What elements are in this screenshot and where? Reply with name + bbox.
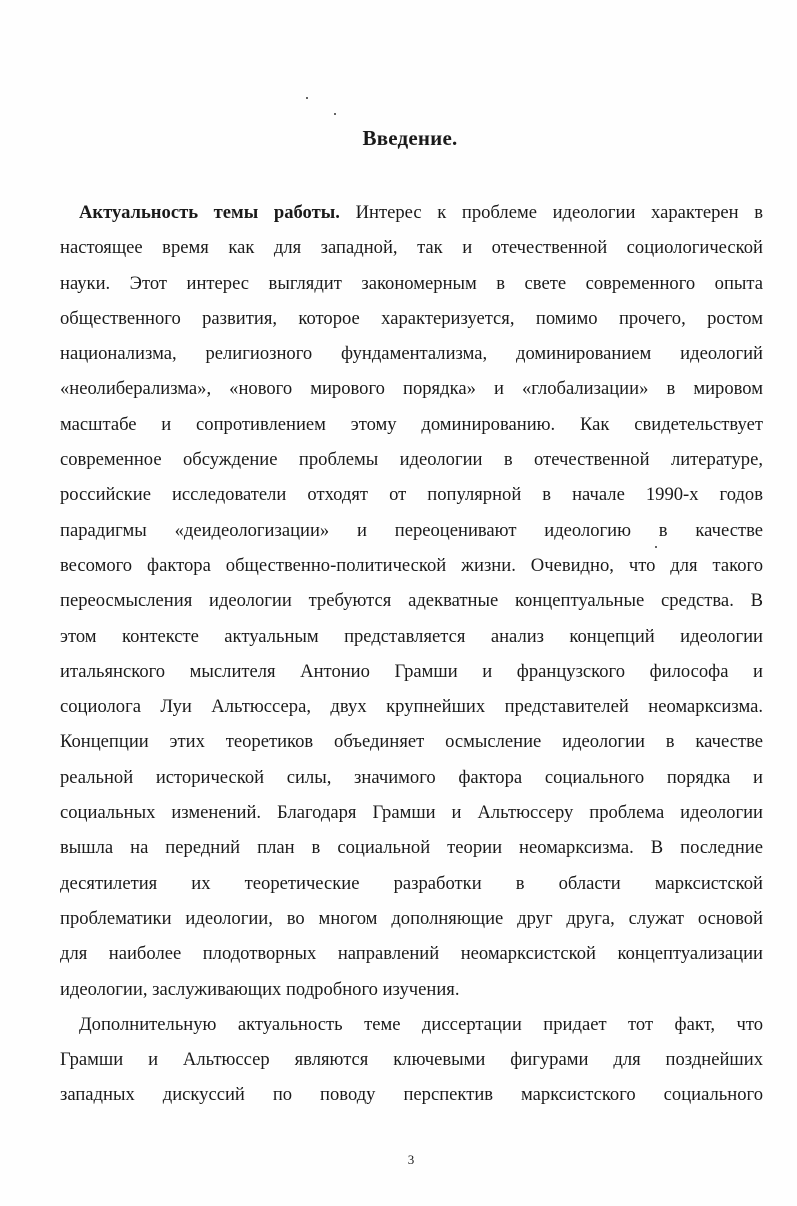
- page-number: 3: [407, 1152, 415, 1167]
- section-lead-in: Актуальность темы работы.: [79, 202, 340, 223]
- text-line: российские исследователи отходят от популярной в начале 1990-х годов: [60, 484, 763, 506]
- document-body: [60, 195, 763, 1113]
- text-line: общественного развития, которое характеризуется, помимо прочего, ростом: [60, 307, 763, 329]
- text-line: реальной исторической силы, значимого фактора социального порядка и: [60, 766, 763, 788]
- text-line: этом контексте актуальным представляется анализ концепций идеологии: [60, 625, 763, 647]
- text-line: национализма, религиозного фундаментализма, доминированием идеологий: [60, 343, 763, 365]
- text-line: итальянского мыслителя Антонио Грамши и французского философа и: [60, 660, 763, 682]
- text-line: науки. Этот интерес выглядит закономерным в свете современного опыта: [60, 272, 763, 294]
- text-line: «неолиберализма», «нового мирового порядка» и «глобализации» в мировом: [60, 378, 763, 400]
- text-line: идеологии, заслуживающих подробного изучения.: [60, 978, 460, 1000]
- page-title: Введение.: [362, 126, 458, 150]
- text-line: социальных изменений. Благодаря Грамши и Альтюссеру проблема идеологии: [60, 802, 763, 824]
- text-line: проблематики идеологии, во многом дополняющие друг друга, служат основой: [60, 907, 763, 929]
- text-line: Актуальность темы работы. Интерес к проблеме идеологии характерен в: [79, 202, 763, 223]
- text-line: Концепции этих теоретиков объединяет осмысление идеологии в качестве: [60, 731, 763, 753]
- text-line: парадигмы «деидеологизации» и переоценивают идеологию в качестве: [60, 519, 763, 541]
- text-line: для наиболее плодотворных направлений неомарксистской концептуализации: [60, 943, 763, 965]
- text-line: десятилетия их теоретические разработки в области марксистской: [60, 872, 763, 894]
- text-line: Дополнительную актуальность теме диссертации придает тот факт, что: [79, 1013, 763, 1035]
- text-line: настоящее время как для западной, так и отечественной социологической: [60, 237, 763, 259]
- text-line: социолога Луи Альтюссера, двух крупнейших представителей неомарксизма.: [60, 696, 763, 718]
- text-line: западных дискуссий по поводу перспектив марксистского социального: [60, 1084, 763, 1106]
- text-line: переосмысления идеологии требуются адекватные концептуальные средства. В: [60, 590, 763, 612]
- scan-speck: [306, 97, 308, 99]
- scan-speck: [334, 113, 336, 115]
- text-line: Грамши и Альтюссер являются ключевыми фигурами для позднейших: [60, 1049, 763, 1071]
- text-line: современное обсуждение проблемы идеологии в отечественной литературе,: [60, 449, 763, 471]
- text-line: вышла на передний план в социальной теории неомарксизма. В последние: [60, 837, 763, 859]
- text-line: весомого фактора общественно-политической жизни. Очевидно, что для такого: [60, 554, 763, 576]
- text-line: масштабе и сопротивлением этому доминированию. Как свидетельствует: [60, 413, 763, 435]
